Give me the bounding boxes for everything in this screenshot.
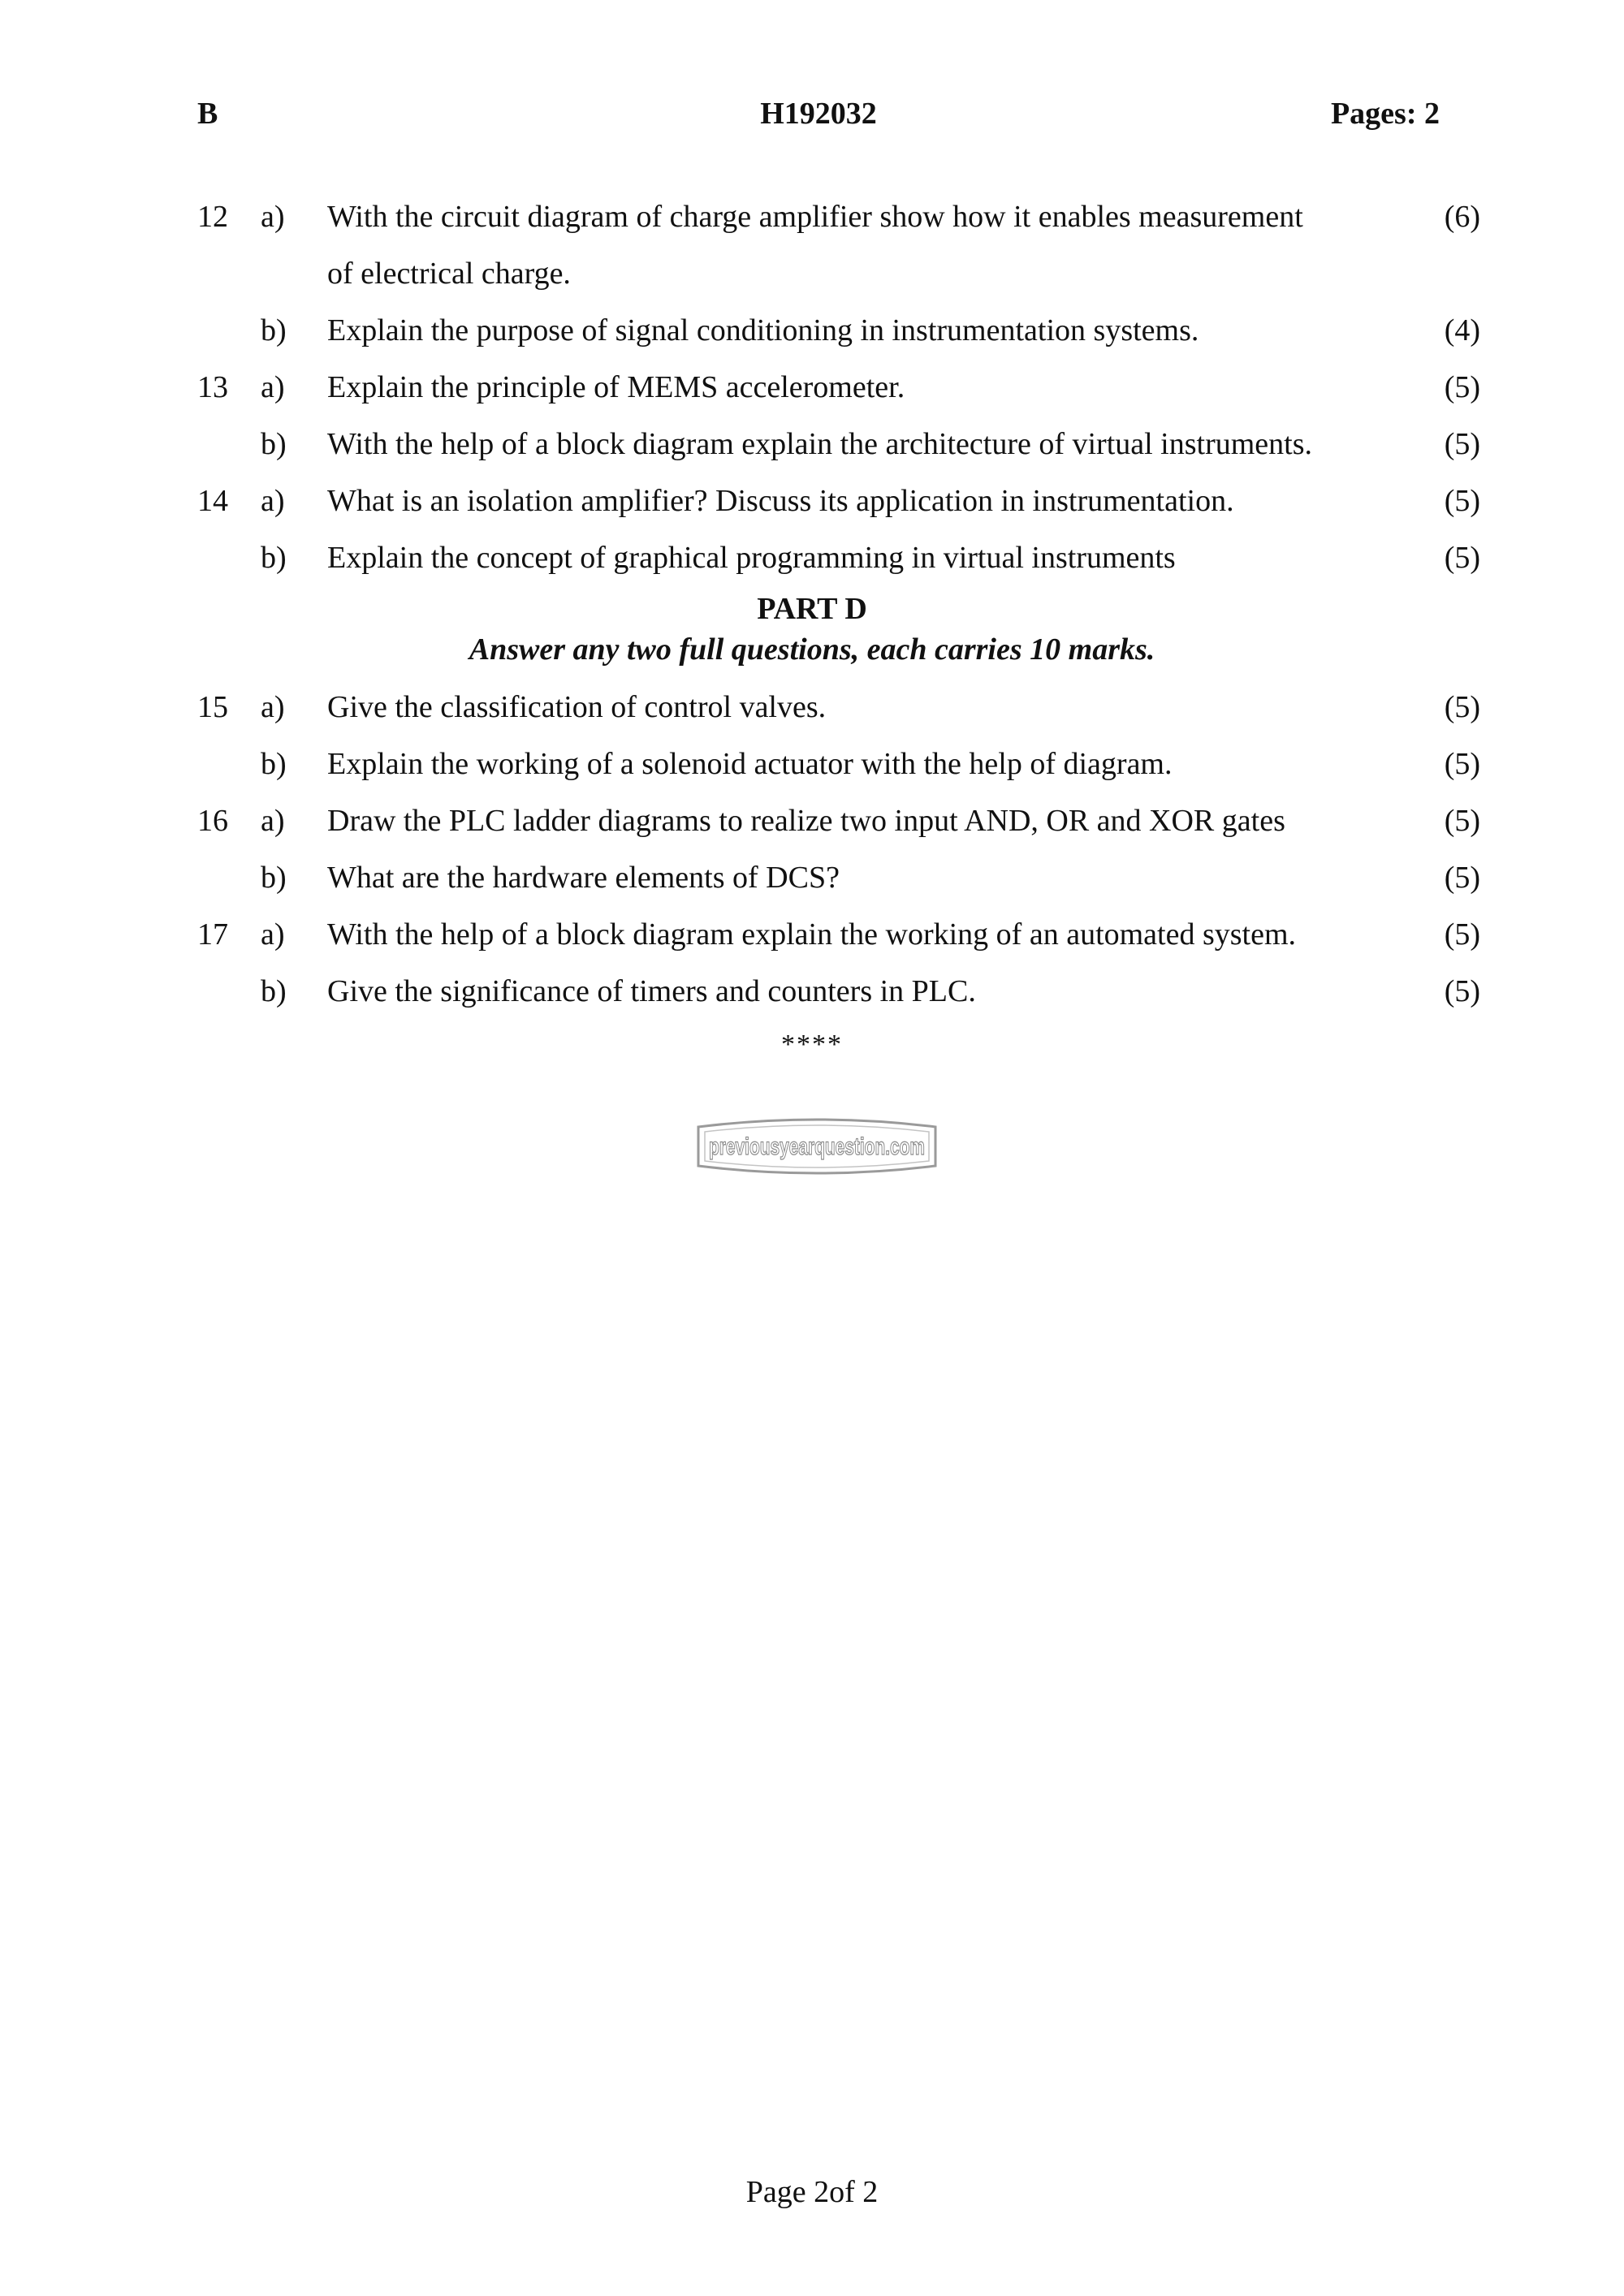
page-count: Pages: 2 [1330, 97, 1440, 131]
question-marks: (5) [1444, 974, 1480, 1008]
question-text: Explain the purpose of signal conditioning in instrumentation systems. [327, 313, 1199, 347]
question-text: What is an isolation amplifier? Discuss its application in instrumentation. [327, 484, 1234, 518]
question-part: a) [261, 917, 285, 952]
question-marks: (5) [1444, 484, 1480, 518]
part-d-title: PART D [757, 592, 867, 626]
question-part: a) [261, 690, 285, 724]
question-number: 13 [197, 370, 228, 404]
question-text: With the help of a block diagram explain the working of an automated system. [327, 917, 1297, 952]
svg-text:previousyearquestion.com: previousyearquestion.com [709, 1133, 925, 1160]
question-marks: (5) [1444, 804, 1480, 838]
question-marks: (5) [1444, 690, 1480, 724]
question-marks: (5) [1444, 747, 1480, 781]
question-part: a) [261, 484, 285, 518]
question-text: Give the classification of control valves. [327, 690, 827, 724]
question-text: Explain the working of a solenoid actuator with the help of diagram. [327, 747, 1173, 781]
question-marks: (6) [1444, 200, 1480, 234]
question-text [327, 188, 1415, 302]
question-part: b) [261, 427, 287, 461]
question-text: What are the hardware elements of DCS? [327, 861, 840, 895]
paper-set-label: B [197, 97, 218, 131]
question-part: a) [261, 200, 285, 234]
page-header [197, 96, 1440, 141]
question-number: 16 [197, 804, 228, 838]
question-number: 17 [197, 917, 228, 952]
question-text-line: of electrical charge. [327, 257, 571, 291]
question-marks: (4) [1444, 313, 1480, 347]
question-part: a) [261, 370, 285, 404]
question-part: b) [261, 313, 287, 347]
question-marks: (5) [1444, 861, 1480, 895]
question-part: b) [261, 541, 287, 575]
question-marks: (5) [1444, 917, 1480, 952]
page-footer: Page 2of 2 [745, 2175, 879, 2209]
question-text: Draw the PLC ladder diagrams to realize two input AND, OR and XOR gates [327, 804, 1285, 838]
question-text-line: With the circuit diagram of charge amplifier show how it enables measurement [327, 200, 1303, 234]
question-text: Explain the principle of MEMS accelerometer. [327, 370, 905, 404]
question-number: 15 [197, 690, 228, 724]
paper-code: H192032 [760, 97, 877, 131]
question-part: b) [261, 747, 287, 781]
question-marks: (5) [1444, 370, 1480, 404]
watermark-logo [693, 1109, 940, 1184]
question-part: b) [261, 861, 287, 895]
question-number: 12 [197, 200, 228, 234]
question-text: Give the significance of timers and counters in PLC. [327, 974, 976, 1008]
question-12a [197, 188, 1480, 302]
question-number: 14 [197, 484, 228, 518]
end-of-paper-marker: **** [781, 1029, 843, 1060]
question-part: b) [261, 974, 287, 1008]
question-text: Explain the concept of graphical programming in virtual instruments [327, 541, 1176, 575]
question-marks: (5) [1444, 541, 1480, 575]
question-part: a) [261, 804, 285, 838]
part-d-instruction: Answer any two full questions, each carries 10 marks. [469, 632, 1155, 667]
question-marks: (5) [1444, 427, 1480, 461]
question-text: With the help of a block diagram explain the architecture of virtual instruments. [327, 427, 1313, 461]
